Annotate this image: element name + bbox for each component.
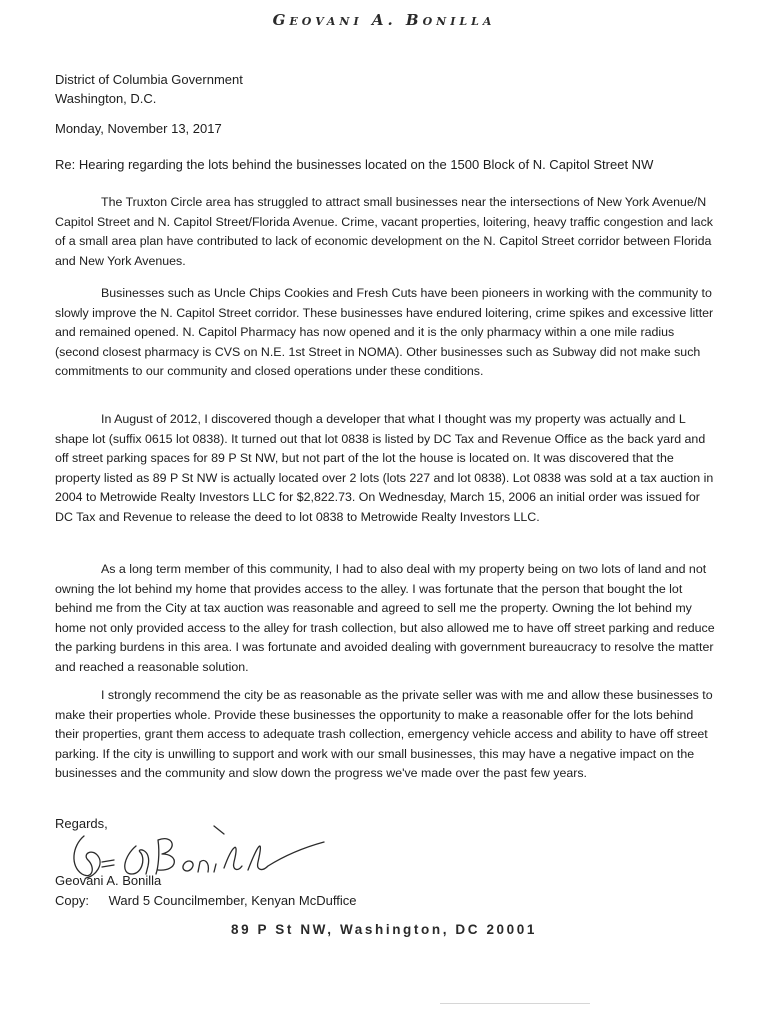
letter-date: Monday, November 13, 2017 [55, 121, 222, 136]
closing-salutation: Regards, [55, 816, 108, 831]
paragraph-businesses: Businesses such as Uncle Chips Cookies and Fresh Cuts have been pioneers in working with the community to slowly improve the N. Capitol Street corridor. These businesses have endured loitering, crime spikes and excessive litter and remained opened. N. Capitol Pharmacy has now opened and it is the only pharmacy within a one mile radius (second closest pharmacy is CVS on N.E. 1st Street in NOMA). Other businesses such as Subway did not make such commitments to our community and closed operations under these conditions. [55, 286, 714, 379]
copy-label: Copy: [55, 893, 89, 908]
paragraph-truxton-circle: The Truxton Circle area has struggled to attract small businesses near the intersections of New York Avenue/N Capitol Street and N. Capitol Street/Florida Avenue. Crime, vacant properties, loitering, heavy traffic congestion and lack of a small area plan have contributed to lack of economic development on the N. Capitol Street corridor between Florida and New York Avenues. [55, 195, 713, 268]
recipient-address [55, 70, 243, 108]
scan-artifact-line [440, 1003, 590, 1004]
paragraph-personal-experience: As a long term member of this community, I had to also deal with my property being on two lots of land and not owning the lot behind my home that provides access to the alley. I was fortunate that the person that bought the lot behind me from the City at tax auction was reasonable and agreed to sell me the property. Owning the lot behind my home not only provided access to the alley for trash collection, but also allowed me to have off street parking and reduce the parking burdens in this area. I was fortunate and avoided dealing with government bureaucracy to resolve the matter and reached a reasonable solution. [55, 562, 715, 674]
recipient-line-2: Washington, D.C. [55, 91, 157, 106]
copy-line [55, 893, 356, 908]
letterhead-name: Geovani A. Bonilla [272, 11, 496, 29]
paragraph-lot-history: In August of 2012, I discovered though a developer that what I thought was my property was actually and L shape lot (suffix 0615 lot 0838). It turned out that lot 0838 is listed by DC Tax and Revenue Office as the back yard and off street parking spaces for 89 P St NW, but not part of the lot the house is located on. It was discovered that the property listed as 89 P St NW is actually located over 2 lots (lots 227 and lot 0838). Lot 0838 was sold at a tax auction in 2004 to Metrowide Realty Investors LLC for $2,822.73. On Wednesday, March 15, 2006 an initial order was issued for DC Tax and Revenue to release the deed to lot 0838 to Metrowide Realty Investors LLC. [55, 412, 714, 524]
signer-name: Geovani A. Bonilla [55, 873, 162, 888]
paragraph-recommendation: I strongly recommend the city be as reasonable as the private seller was with me and allow these businesses to make their properties whole. Provide these businesses the opportunity to make a reasonable offer for the lots behind their properties, grant them access to adequate trash collection, emergency vehicle access and ability to have off street parking. If the city is unwilling to support and work with our small businesses, this may have a negative impact on the businesses and the community and slow down the progress we've made over the past few years. [55, 688, 713, 781]
copy-recipient: Ward 5 Councilmember, Kenyan McDuffice [108, 893, 357, 908]
recipient-line-1: District of Columbia Government [55, 72, 243, 87]
footer-address: 89 P St NW, Washington, DC 20001 [230, 922, 537, 937]
subject-line: Re: Hearing regarding the lots behind the businesses located on the 1500 Block of N. Capitol Street NW [55, 157, 654, 172]
